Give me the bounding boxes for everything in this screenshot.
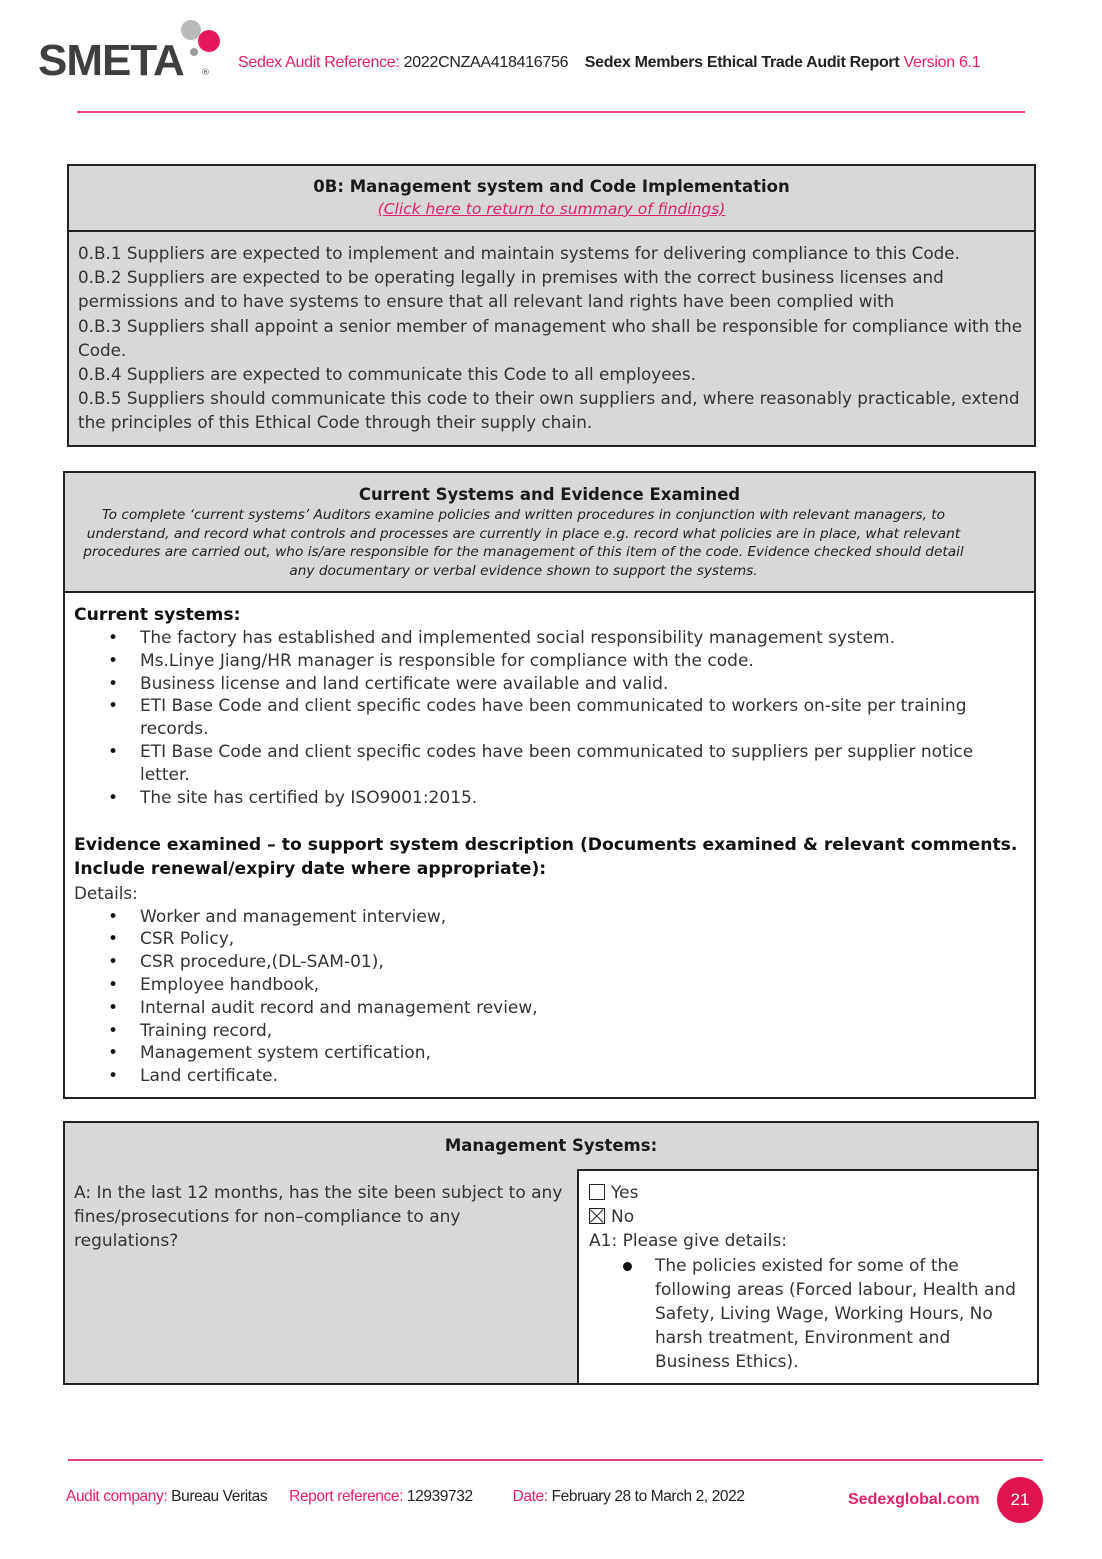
list-item: The policies existed for some of the following areas (Forced labour, Health and Safety, Living Wage, Working Hours, No harsh treatment, Environment and Business Ethics). bbox=[655, 1254, 1027, 1375]
audit-company: Bureau Veritas bbox=[171, 1488, 268, 1505]
smeta-logo bbox=[38, 20, 238, 90]
option-no-label: No bbox=[611, 1207, 635, 1228]
option-yes[interactable] bbox=[589, 1181, 1027, 1205]
audit-company-label: Audit company: bbox=[66, 1488, 168, 1505]
current-systems-instructions: To complete ‘current systems’ Auditors examine policies and written procedures in conjunction with relevant managers, to understand, and record what controls and processes are currently in place e.g. record what policies are in place, what relevant procedures are carried out, who is/are responsible for the management of this item of the code. Evidence checked should detail any documentary or verbal evidence shown to support the systems. bbox=[83, 507, 964, 579]
report-title: Sedex Members Ethical Trade Audit Report bbox=[584, 54, 900, 71]
evidence-heading: Evidence examined – to support system description (Documents examined & relevant comments. Include renewal/expiry date where appropriate): bbox=[74, 835, 1018, 880]
header-line bbox=[238, 54, 980, 72]
current-systems-box bbox=[63, 471, 1036, 1099]
management-systems-header bbox=[65, 1123, 1037, 1171]
list-item: • Employee handbook, bbox=[140, 974, 1024, 997]
management-systems-title: Management Systems: bbox=[444, 1136, 658, 1155]
answer-a bbox=[579, 1169, 1037, 1383]
list-item: • The factory has established and implemented social responsibility management system. bbox=[140, 627, 1024, 650]
list-item: • Business license and land certificate were available and valid. bbox=[140, 673, 1024, 696]
evidence-list bbox=[74, 906, 1024, 1088]
list-item: • ETI Base Code and client specific codes have been communicated to suppliers per supplier notice letter. bbox=[140, 741, 1024, 787]
section-0b-title: 0B: Management system and Code Implementation bbox=[313, 177, 790, 196]
audit-ref-label: Sedex Audit Reference: bbox=[238, 54, 400, 71]
report-ref-label: Report reference: bbox=[289, 1488, 403, 1505]
date-label: Date: bbox=[512, 1488, 548, 1505]
header-divider bbox=[77, 111, 1025, 113]
audit-date: February 28 to March 2, 2022 bbox=[551, 1488, 745, 1505]
checkbox-no-checked[interactable] bbox=[589, 1208, 605, 1224]
list-item: • Management system certification, bbox=[140, 1042, 1024, 1065]
page-number-badge: 21 bbox=[997, 1477, 1043, 1523]
clause-0b2: 0.B.2 Suppliers are expected to be operating legally in premises with the correct business licenses and permissions and to have systems to ensure that all relevant land rights have been complied with bbox=[78, 267, 944, 312]
current-systems-content bbox=[65, 593, 1034, 1088]
list-item: • Ms.Linye Jiang/HR manager is responsible for compliance with the code. bbox=[140, 650, 1024, 673]
systems-heading: Current systems: bbox=[74, 605, 241, 625]
details-label: Details: bbox=[74, 883, 138, 904]
list-item: • CSR procedure,(DL-SAM-01), bbox=[140, 951, 1024, 974]
summary-link[interactable]: (Click here to return to summary of findings) bbox=[377, 200, 726, 218]
list-item: • Internal audit record and management review, bbox=[140, 997, 1024, 1020]
website-link[interactable]: Sedexglobal.com bbox=[848, 1491, 980, 1508]
list-item: • Land certificate. bbox=[140, 1065, 1024, 1088]
clause-0b4: 0.B.4 Suppliers are expected to communicate this Code to all employees. bbox=[78, 364, 696, 385]
question-a: A: In the last 12 months, has the site been subject to any fines/prosecutions for non–compliance to any regulations? bbox=[65, 1169, 579, 1383]
list-item: • Training record, bbox=[140, 1020, 1024, 1043]
clause-0b3: 0.B.3 Suppliers shall appoint a senior member of management who shall be responsible for compliance with the Code. bbox=[78, 315, 1023, 360]
logo-registered: ® bbox=[201, 68, 210, 78]
list-item: • ETI Base Code and client specific codes have been communicated to workers on-site per training records. bbox=[140, 695, 1024, 741]
details-label-a1: A1: Please give details: bbox=[589, 1231, 787, 1252]
option-yes-label: Yes bbox=[611, 1183, 639, 1203]
option-no[interactable] bbox=[589, 1205, 1027, 1229]
current-systems-title: Current Systems and Evidence Examined bbox=[358, 485, 741, 504]
details-list bbox=[589, 1254, 1027, 1375]
list-item: • CSR Policy, bbox=[140, 928, 1024, 951]
clause-0b5: 0.B.5 Suppliers should communicate this code to their own suppliers and, where reasonably practicable, extend the principles of this Ethical Code through their supply chain. bbox=[78, 388, 1020, 433]
list-item: • The site has certified by ISO9001:2015. bbox=[140, 787, 1024, 810]
logo-dot-small bbox=[190, 48, 198, 56]
section-0b-box bbox=[67, 164, 1036, 447]
footer-info bbox=[66, 1488, 745, 1506]
audit-ref-value: 2022CNZAA418416756 bbox=[403, 54, 569, 71]
logo-dot-pink bbox=[198, 30, 220, 52]
report-version: Version 6.1 bbox=[903, 54, 981, 71]
list-item: • Worker and management interview, bbox=[140, 906, 1024, 929]
management-systems-box bbox=[63, 1121, 1039, 1385]
current-systems-header bbox=[65, 473, 1034, 593]
report-ref: 12939732 bbox=[406, 1488, 473, 1505]
footer-divider bbox=[68, 1459, 1043, 1461]
section-0b-header bbox=[69, 166, 1034, 232]
section-0b-content bbox=[69, 232, 1034, 435]
systems-list bbox=[74, 627, 1024, 809]
clause-0b1: 0.B.1 Suppliers are expected to implement and maintain systems for delivering compliance to this Code. bbox=[78, 243, 960, 263]
logo-text: SMETA bbox=[38, 36, 184, 85]
checkbox-yes[interactable] bbox=[589, 1184, 605, 1200]
